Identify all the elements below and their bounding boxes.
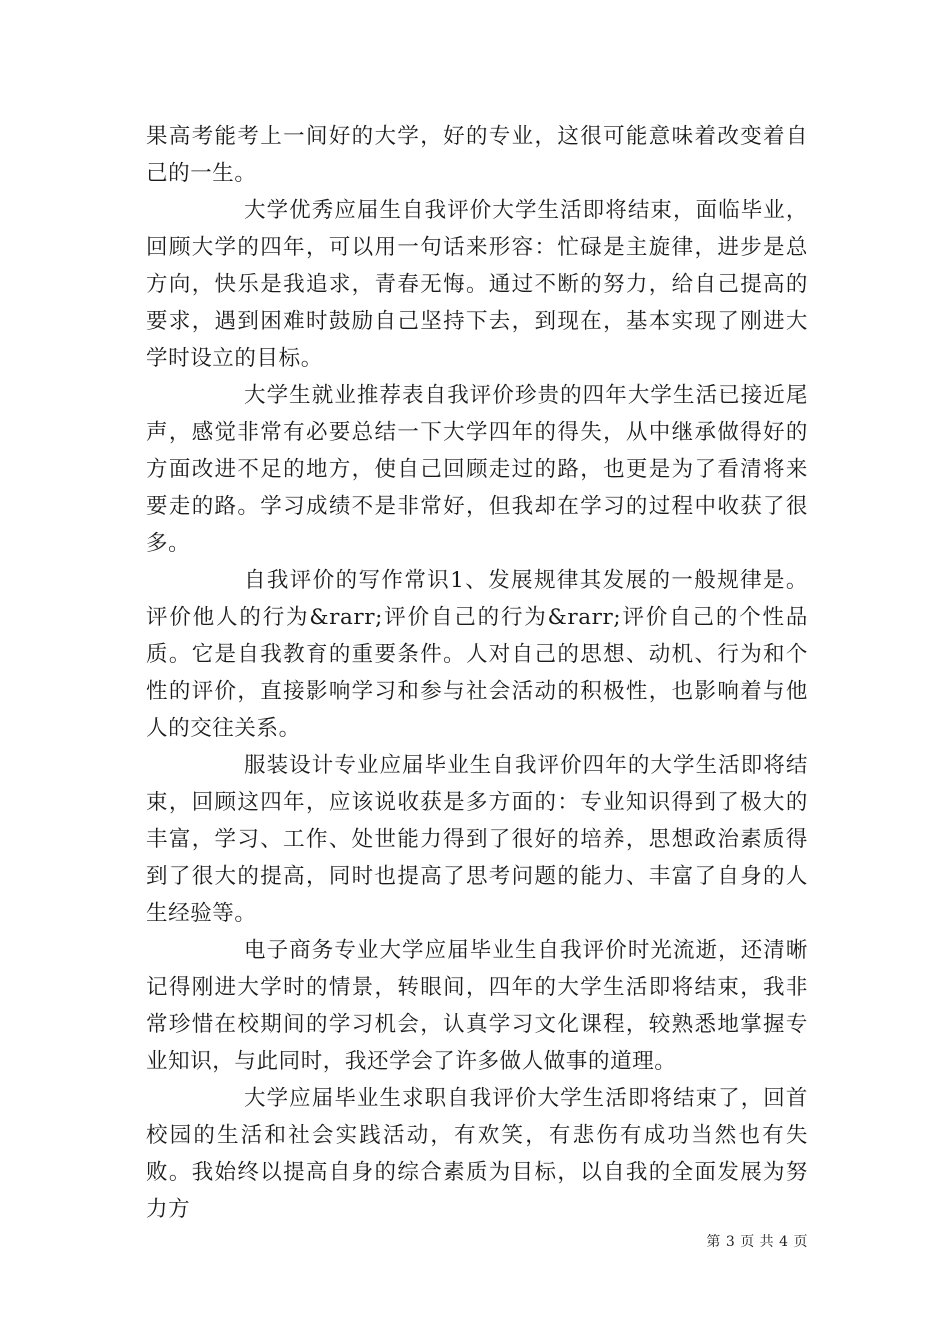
paragraph-continuation: 果高考能考上一间好的大学，好的专业，这很可能意味着改变着自己的一生。 [146, 124, 808, 186]
paragraph-excellent-graduate: 大学优秀应届生自我评价大学生活即将结束，面临毕业，回顾大学的四年，可以用一句话来形容：忙碌是主旋律，进步是总方向，快乐是我追求，青春无悔。通过不断的努力，给自己提高的要求，遇到困难时鼓励自己坚持下去，到现在，基本实现了刚进大学时设立的目标。 [146, 198, 808, 371]
paragraph-ecommerce: 电子商务专业大学应届毕业生自我评价时光流逝，还清晰记得刚进大学时的情景，转眼间，四年的大学生活即将结束，我非常珍惜在校期间的学习机会，认真学习文化课程，较熟悉地掌握专业知识，与此同时，我还学会了许多做人做事的道理。 [146, 938, 808, 1074]
paragraph-job-seeking: 大学应届毕业生求职自我评价大学生活即将结束了，回首校园的生活和社会实践活动，有欢笑，有悲伤有成功当然也有失败。我始终以提高自身的综合素质为目标，以自我的全面发展为努力方 [146, 1086, 808, 1222]
page-number: 第 3 页 共 4 页 [706, 1234, 808, 1250]
paragraph-employment-form: 大学生就业推荐表自我评价珍贵的四年大学生活已接近尾声，感觉非常有必要总结一下大学四年的得失，从中继承做得好的方面改进不足的地方，使自己回顾走过的路，也更是为了看清将来要走的路。学习成绩不是非常好，但我却在学习的过程中收获了很多。 [146, 383, 808, 556]
paragraph-writing-knowledge: 自我评价的写作常识1、发展规律其发展的一般规律是。评价他人的行为&rarr;评价自己的行为&rarr;评价自己的个性品质。它是自我教育的重要条件。人对自己的思想、动机、行为和个性的评价，直接影响学习和参与社会活动的积极性，也影响着与他人的交往关系。 [146, 568, 808, 741]
document-body [146, 118, 808, 1228]
paragraph-fashion-design: 服装设计专业应届毕业生自我评价四年的大学生活即将结束，回顾这四年，应该说收获是多方面的：专业知识得到了极大的丰富，学习、工作、处世能力得到了很好的培养，思想政治素质得到了很大的提高，同时也提高了思考问题的能力、丰富了自身的人生经验等。 [146, 753, 808, 926]
